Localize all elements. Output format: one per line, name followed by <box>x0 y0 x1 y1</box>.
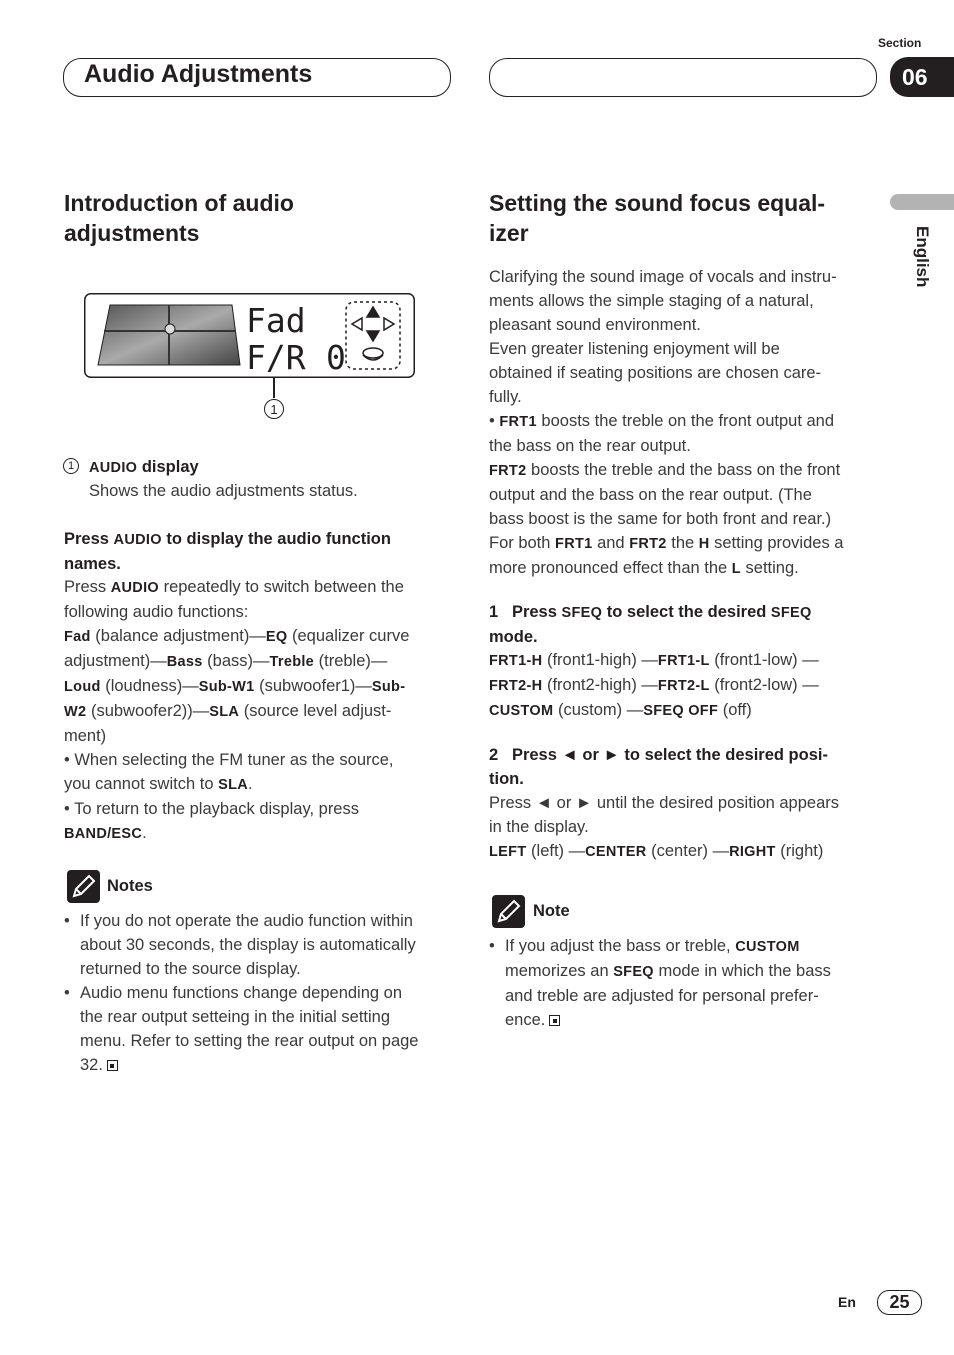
callout-leader-line <box>273 378 275 398</box>
step1-options: FRT1-H (front1-high) —FRT1-L (front1-low) — FRT2-H (front2-high) —FRT2-L (front2-low) — CUSTOM (custom) —SFEQ OFF (off) <box>489 651 819 719</box>
right-heading-line2: izer <box>489 220 529 246</box>
notes-title: Notes <box>107 877 153 895</box>
notes-list <box>64 909 459 1077</box>
note-pencil-icon <box>492 895 525 928</box>
note-item-2: • Audio menu functions change depending on the rear output setteing in the initial setting menu. Refer to setting the rear output on page 32. <box>64 984 419 1074</box>
callout-item-desc: Shows the audio adjustments status. <box>89 482 358 500</box>
page-number <box>877 1290 922 1315</box>
left-heading-line2: adjustments <box>64 220 200 246</box>
ph-pre: Press <box>64 530 114 548</box>
step1-heading: 1 Press SFEQ to select the desired SFEQ mode. <box>489 603 812 646</box>
callout-item-title <box>89 455 199 480</box>
callout-item-marker <box>63 458 79 474</box>
end-mark-icon <box>107 1060 118 1071</box>
section-number: 06 <box>902 63 928 90</box>
right-heading-line1: Setting the sound focus equal- <box>489 190 826 216</box>
step1-number: 1 <box>489 603 499 621</box>
ph-key: AUDIO <box>113 532 162 548</box>
note-item-1: • If you do not operate the audio function within about 30 seconds, the display is automatically returned to the source display. <box>64 912 416 978</box>
callout-marker <box>264 399 284 419</box>
note-list <box>489 934 889 1032</box>
display-svg <box>84 293 415 378</box>
language-tab <box>890 194 954 210</box>
step2-heading: 2 Press ◄ or ► to select the desired posi- tion. <box>489 746 828 788</box>
step2-body: Press ◄ or ► until the desired position appears in the display. LEFT (left) —CENTER (center) —RIGHT (right) <box>489 794 840 860</box>
end-mark-icon <box>549 1015 560 1026</box>
section-label: Section <box>878 36 922 50</box>
callout-item-number: 1 <box>67 460 75 472</box>
footer-language: En <box>838 1294 856 1310</box>
note-item: • If you adjust the bass or treble, CUSTOM memorizes an SFEQ mode in which the bass and treble are adjusted for personal prefer- ence. <box>489 937 831 1029</box>
bullet-return-playback: • To return to the playback display, press <box>64 800 359 818</box>
left-heading-line1: Introduction of audio <box>64 190 294 216</box>
chapter-title: Audio Adjustments <box>84 60 313 88</box>
step2-number: 2 <box>489 746 499 764</box>
sfeq-intro: Clarifying the sound image of vocals and instru- ments allows the simple staging of a natural, pleasant sound environment. Even greater listening enjoyment will be obtained if seating positions are chosen care- fully. • FRT1 boosts the treble on the front output and the bass on the rear output. FRT2 boosts the treble and the bass on the front output and the bass on the rear output. (The bass boost is the same for both front and rear.) For both FRT1 and FRT2 the H setting provides a more pronounced effect than the L setting. <box>489 268 844 577</box>
display-line1: Fad <box>246 301 306 340</box>
language-label: English <box>913 226 932 288</box>
left-heading <box>64 188 294 248</box>
header-blank-frame <box>489 58 877 97</box>
page-number-text: 25 <box>889 1292 910 1312</box>
audio-key: AUDIO <box>89 460 138 476</box>
press-audio-heading <box>64 527 391 576</box>
audio-display-illustration <box>84 293 415 378</box>
note-title: Note <box>533 902 570 920</box>
balance-point-marker <box>165 324 175 334</box>
callout-number: 1 <box>270 401 278 417</box>
callout-item-label: display <box>137 458 199 476</box>
bullet-fm-tuner: • When selecting the FM tuner as the source, <box>64 751 394 769</box>
ph-line2: names. <box>64 555 121 573</box>
right-heading <box>489 188 825 248</box>
display-line2-label: F/R <box>246 338 306 377</box>
display-line2-value: 0 <box>326 338 346 377</box>
press-audio-body: Press AUDIO repeatedly to switch between the following audio functions: Fad (balance adjustment)—EQ (equalizer curve adjustment)—Bass (bass)—Treble (treble)— Loud (loudness)—Sub-W1 (subwoofer1)—Sub- W2 (subwoofer2))—SLA (source level adjust- ment) • When selecting the FM tuner as the source, you cannot switch to SLA. • To return to the playback display, press BAND/ESC. <box>64 578 410 842</box>
section-number-badge <box>890 57 954 97</box>
ph-post: to display the audio function <box>161 530 391 548</box>
notes-pencil-icon <box>67 870 100 903</box>
